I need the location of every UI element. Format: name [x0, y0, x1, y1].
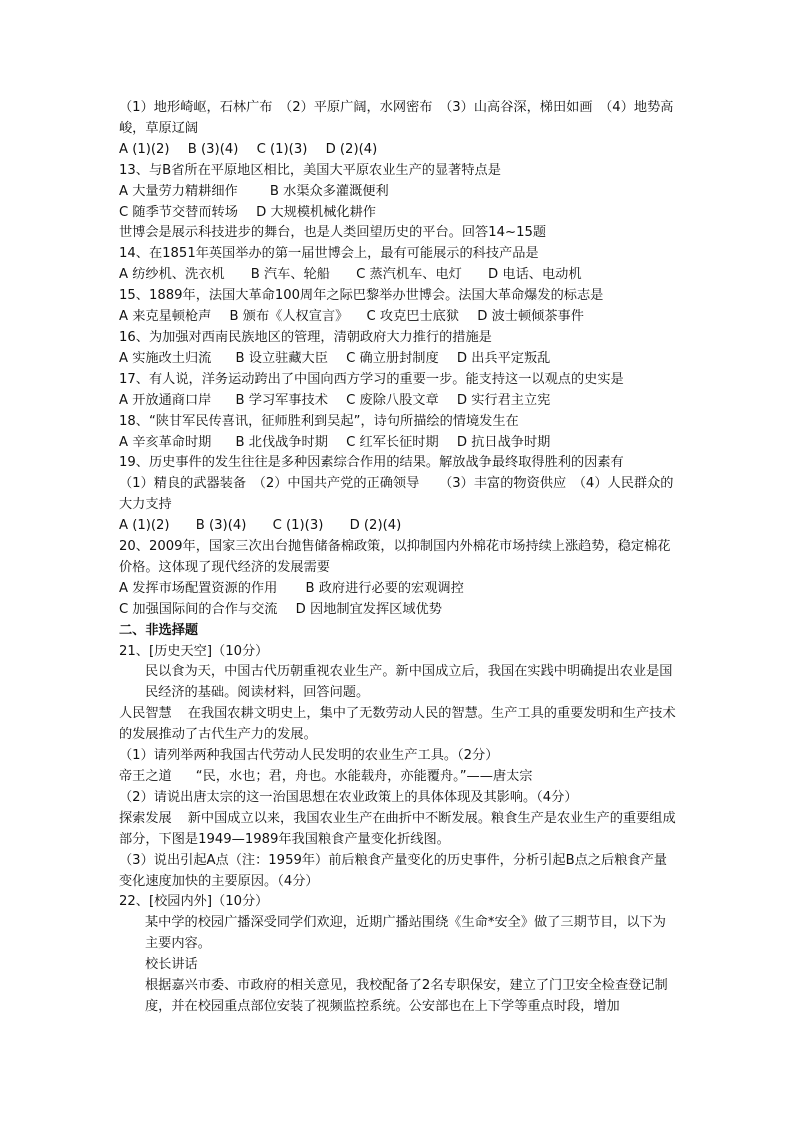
q19-items: （1）精良的武器装备 （2）中国共产党的正确领导 （3）丰富的物资供应 （4）人民群众的大力支持 [119, 476, 674, 513]
q22-subheading: 校长讲话 [145, 957, 198, 973]
option-a: A 辛亥革命时期 [119, 434, 212, 450]
option-c: C (1)(3) [272, 518, 324, 534]
q13-options-cd [119, 203, 679, 224]
q12-options [119, 140, 679, 161]
option-b: B 政府进行必要的宏观调控 [305, 580, 464, 596]
q21-intro: 民以食为天，中国古代历朝重视农业生产。新中国成立后，我国在实践中明确提出农业是国民经济的基础。阅读材料，回答问题。 [145, 664, 673, 701]
q16-options [119, 349, 679, 370]
option-d: D 因地制宜发挥区域优势 [295, 601, 442, 617]
option-a: A 大量劳力精耕细作 [119, 183, 238, 199]
option-a: A 来克星顿枪声 [119, 309, 212, 325]
q17-options [119, 391, 679, 412]
option-c: C 加强国际间的合作与交流 [119, 601, 278, 617]
option-d: D 实行君主立宪 [456, 392, 551, 408]
q21-question-2: （2）请说出唐太宗的这一治国思想在农业政策上的具体体现及其影响。（4分） [119, 789, 578, 805]
q20-options-ab [119, 579, 679, 600]
option-c: C 红军长征时期 [346, 434, 439, 450]
q19-options [119, 516, 679, 537]
q13-options-ab [119, 182, 679, 203]
option-d: D 出兵平定叛乱 [456, 350, 551, 366]
q12-items: （1）地形崎岖，石林广布 （2）平原广阔，水网密布 （3）山高谷深，梯田如画 （4）地势高峻，草原辽阔 [119, 100, 674, 136]
q21-material-3 [119, 809, 679, 851]
q21-title: 21、[历史天空]（10分） [119, 643, 269, 659]
q22-intro: 某中学的校园广播深受同学们欢迎，近期广播站围绕《生命*安全》做了三期节目，以下为主要内容。 [145, 915, 666, 952]
q20-stem: 20、2009年，国家三次出台抛售储备棉政策，以抑制国内外棉花市场持续上涨趋势，稳定棉花价格。这体现了现代经济的发展需要 [119, 539, 671, 575]
q17-stem: 17、有人说，洋务运动跨出了中国向西方学习的重要一步。能支持这一以观点的史实是 [119, 371, 624, 387]
q13-stem: 13、与B省所在平原地区相比，美国大平原农业生产的显著特点是 [119, 162, 501, 178]
option-c: C 确立册封制度 [346, 350, 439, 366]
q18-options [119, 433, 679, 454]
section-title: 二、非选择题 [119, 622, 199, 638]
exam-page [119, 98, 679, 1018]
option-b: B 水渠众多灌溉便利 [269, 183, 389, 199]
option-a: A 实施改土归流 [119, 350, 212, 366]
q21-material-2 [119, 767, 679, 788]
option-b: B 北伐战争时期 [235, 434, 328, 450]
q14-stem: 14、在1851年英国举办的第一届世博会上，最有可能展示的科技产品是 [119, 246, 539, 262]
option-a: A 发挥市场配置资源的作用 [119, 580, 278, 596]
q21-question-1: （1）请列举两种我国古代劳动人民发明的农业生产工具。（2分） [119, 748, 499, 764]
material-text: “民，水也；君，舟也。水能载舟，亦能覆舟。”——唐太宗 [195, 769, 533, 784]
option-a: A 开放通商口岸 [119, 392, 212, 408]
option-b: B 学习军事技术 [235, 392, 328, 408]
intro-14-15: 世博会是展示科技进步的舞台，也是人类回望历史的平台。回答14~15题 [119, 225, 547, 241]
material-text: 在我国农耕文明史上，集中了无数劳动人民的智慧。生产工具的重要发明和生产技术的发展推动了古代生产力的发展。 [119, 706, 676, 743]
q20-options-cd [119, 600, 679, 621]
q21-question-3: （3）说出引起A点（注：1959年）前后粮食产量变化的历史事件，分析引起B点之后粮食产量变化速度加快的主要原因。（4分） [119, 852, 667, 889]
option-c: C 攻克巴士底狱 [366, 309, 460, 325]
option-a: A 纺纱机、洗衣机 [119, 267, 225, 283]
option-d: D 抗日战争时期 [456, 434, 551, 450]
option-c: C (1)(3) [256, 141, 308, 157]
option-c: C 随季节交替而转场 [119, 204, 238, 220]
q16-stem: 16、为加强对西南民族地区的管理，清朝政府大力推行的措施是 [119, 329, 492, 345]
option-c: C 废除八股文章 [346, 392, 439, 408]
option-d: D (2)(4) [349, 518, 402, 534]
option-b: B 设立驻藏大臣 [235, 350, 328, 366]
q15-stem: 15、1889年，法国大革命100周年之际巴黎举办世博会。法国大革命爆发的标志是 [119, 288, 604, 304]
option-b: B 颁布《人权宣言》 [229, 309, 349, 325]
option-c: C 蒸汽机车、电灯 [356, 267, 462, 283]
material-head: 人民智慧 [119, 706, 172, 722]
material-head: 帝王之道 [119, 769, 172, 784]
option-a: A (1)(2) [119, 141, 170, 157]
q21-material-1 [119, 704, 679, 746]
option-a: A (1)(2) [119, 518, 170, 534]
option-b: B (3)(4) [195, 518, 247, 534]
option-d: D (2)(4) [325, 141, 378, 157]
q22-speech: 根据嘉兴市委、市政府的相关意见，我校配备了2名专职保安，建立了门卫安全检查登记制度，并在校园重点部位安装了视频监控系统。公安部也在上下学等重点时段，增加 [145, 978, 668, 1014]
material-text: 新中国成立以来，我国农业生产在曲折中不断发展。粮食生产是农业生产的重要组成部分，下图是1949—1989年我国粮食产量变化折线图。 [119, 810, 676, 847]
q18-stem: 18、“陕甘军民传喜讯，征师胜利到吴起”，诗句所描绘的情境发生在 [119, 413, 519, 429]
option-d: D 波士顿倾茶事件 [477, 309, 584, 325]
q14-options [119, 265, 679, 286]
material-head: 探索发展 [119, 810, 172, 826]
q15-options [119, 307, 679, 328]
option-d: D 电话、电动机 [488, 267, 582, 283]
option-d: D 大规模机械化耕作 [256, 204, 376, 220]
option-b: B 汽车、轮船 [250, 267, 330, 283]
option-b: B (3)(4) [187, 141, 239, 157]
q22-title: 22、[校园内外]（10分） [119, 894, 269, 910]
q19-stem: 19、历史事件的发生往往是多种因素综合作用的结果。解放战争最终取得胜利的因素有 [119, 455, 624, 471]
